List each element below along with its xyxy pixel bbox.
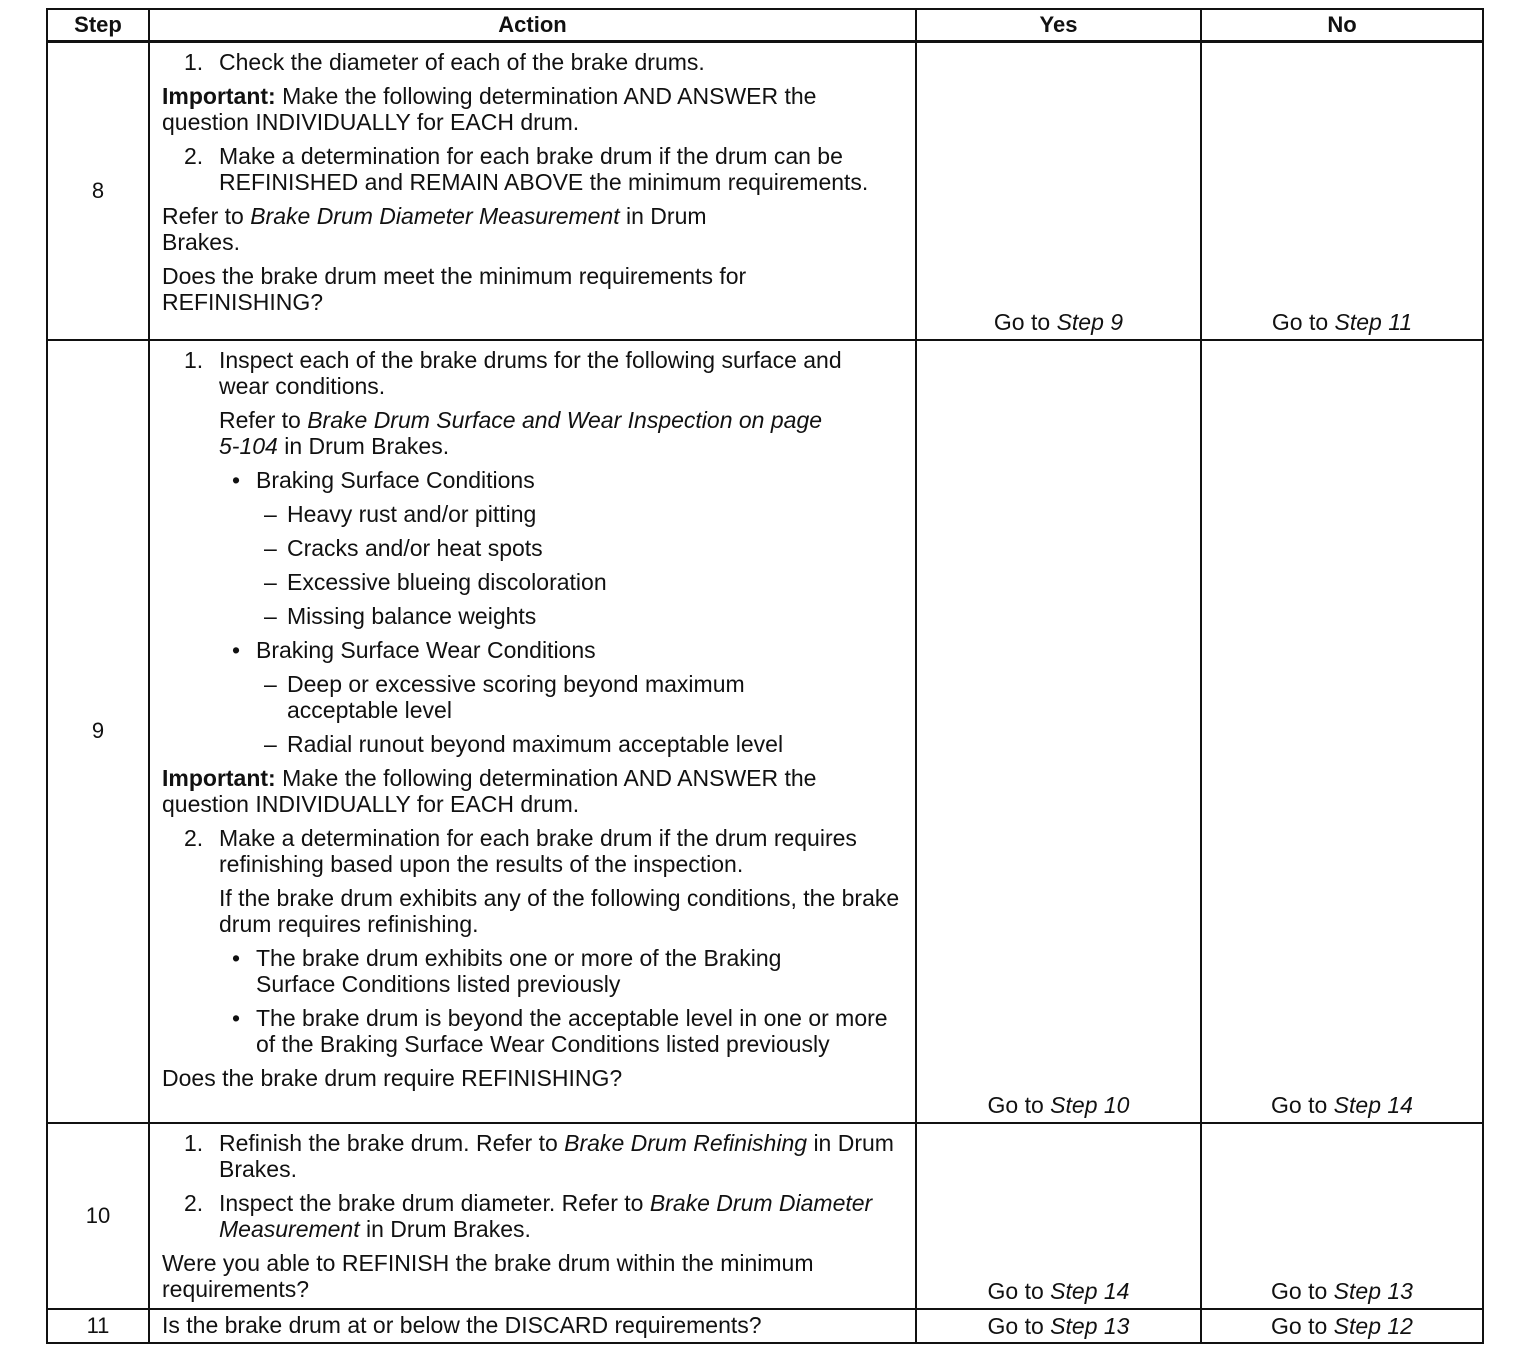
step-note: If the brake drum exhibits any of the following conditions, the brake drum requires refinishing.: [219, 884, 900, 937]
table-row-step-10: [47, 1123, 1483, 1309]
numbered-step: 1. Inspect each of the brake drums for the following surface and wear conditions.: [184, 346, 842, 399]
reference-text: Refer to Brake Drum Diameter Measurement in Drum Brakes.: [162, 203, 707, 255]
header-yes: Yes: [916, 9, 1201, 42]
list-item: – Radial runout beyond maximum acceptable level: [264, 730, 784, 757]
question-text: Does the brake drum meet the minimum requirements for REFINISHING?: [162, 263, 747, 315]
list-item: – Heavy rust and/or pitting: [264, 500, 537, 527]
no-step-link: Step 12: [1333, 1312, 1413, 1339]
yes-step-link: Step 13: [1050, 1312, 1130, 1339]
list-item: • Braking Surface Wear Conditions: [232, 636, 596, 663]
list-item: – Missing balance weights: [264, 602, 537, 629]
question-text: Does the brake drum require REFINISHING?: [162, 1064, 623, 1091]
yes-cell: Go to Step 9: [916, 42, 1201, 340]
yes-cell: Go to Step 14: [916, 1123, 1201, 1309]
numbered-step: 2. Inspect the brake drum diameter. Refer to Brake Drum Diameter Measurement in Drum Brakes.: [184, 1189, 873, 1242]
header-no: No: [1201, 9, 1483, 42]
no-step-link: Step 14: [1333, 1091, 1413, 1118]
important-note: Important: Make the following determination AND ANSWER the question INDIVIDUALLY for EACH drum.: [162, 83, 817, 135]
question-text: Were you able to REFINISH the brake drum within the minimum requirements?: [162, 1249, 814, 1302]
action-cell: [149, 1309, 916, 1343]
numbered-step: 2. Make a determination for each brake drum if the drum requires refinishing based upon the results of the inspection.: [184, 824, 857, 877]
list-item: • The brake drum is beyond the acceptable level in one or more of the Braking Surface Wear Conditions listed previously: [232, 1004, 888, 1057]
list-item: – Cracks and/or heat spots: [264, 534, 543, 561]
table-row-step-8: [47, 42, 1483, 340]
step-number: 9: [47, 340, 149, 1123]
header-step: Step: [47, 9, 149, 42]
action-cell: [149, 42, 916, 340]
yes-step-link: Step 9: [1056, 308, 1124, 335]
no-step-link: Step 13: [1333, 1277, 1413, 1304]
reference-text: Refer to Brake Drum Surface and Wear Inspection on page 5-104 in Drum Brakes.: [219, 406, 823, 459]
action-cell: [149, 340, 916, 1123]
action-cell: [149, 1123, 916, 1309]
list-item: • Braking Surface Conditions: [232, 466, 535, 493]
table-row-step-9: [47, 340, 1483, 1123]
header-action: Action: [149, 9, 916, 42]
important-note: Important: Make the following determination AND ANSWER the question INDIVIDUALLY for EACH drum.: [162, 764, 817, 817]
question-text: Is the brake drum at or below the DISCARD requirements?: [162, 1311, 762, 1338]
yes-step-link: Step 10: [1050, 1091, 1130, 1118]
list-item: – Excessive blueing discoloration: [264, 568, 607, 595]
no-cell: Go to Step 11: [1201, 42, 1483, 340]
yes-cell: Go to Step 13: [916, 1309, 1201, 1343]
no-cell: Go to Step 14: [1201, 340, 1483, 1123]
no-step-link: Step 11: [1334, 308, 1413, 335]
step-number: 11: [47, 1309, 149, 1343]
yes-cell: Go to Step 10: [916, 340, 1201, 1123]
header-row: [47, 9, 1483, 42]
no-cell: Go to Step 12: [1201, 1309, 1483, 1343]
diagnostic-table: [46, 8, 1484, 1344]
list-item: • The brake drum exhibits one or more of the Braking Surface Conditions listed previously: [232, 944, 782, 997]
table-row-step-11: [47, 1309, 1483, 1343]
step-number: 10: [47, 1123, 149, 1309]
no-cell: Go to Step 13: [1201, 1123, 1483, 1309]
numbered-step: 2. Make a determination for each brake drum if the drum can be REFINISHED and REMAIN ABOVE the minimum requirements.: [184, 143, 869, 195]
list-item: – Deep or excessive scoring beyond maximum acceptable level: [264, 670, 745, 723]
step-number: 8: [47, 42, 149, 340]
numbered-step: 1. Refinish the brake drum. Refer to Brake Drum Refinishing in Drum Brakes.: [184, 1129, 894, 1182]
yes-step-link: Step 14: [1050, 1277, 1130, 1304]
numbered-step: 1. Check the diameter of each of the brake drums.: [184, 49, 705, 75]
